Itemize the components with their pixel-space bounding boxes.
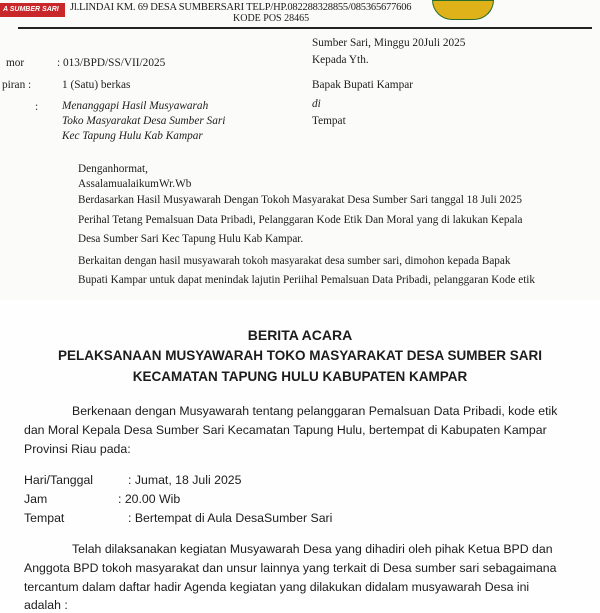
body-line-4: adalah : xyxy=(24,598,68,612)
tempat-label-berita: Tempat xyxy=(24,511,65,525)
body-line-3: tercantum dalam daftar hadir Agenda kegiatan yang dilakukan didalam musyawarah Desa ini xyxy=(24,580,530,594)
letterhead-kode-pos: KODE POS 28465 xyxy=(233,13,310,24)
intro-line-2: dan Moral Kepala Desa Sumber Sari Kecamatan Tapung Hulu, bertempat di Kabupaten Kampar xyxy=(24,423,547,437)
berita-subtitle-2: KECAMATAN TAPUNG HULU KABUPATEN KAMPAR xyxy=(132,369,468,384)
perihal-line-1: Menanggapi Hasil Musyawarah xyxy=(62,100,209,112)
letterhead-rule xyxy=(18,27,592,29)
body-line-2: Anggota BPD tokoh masyarakat dan unsur lainnya yang terkait di Desa sumber sari sebagaimana xyxy=(24,561,557,575)
berita-subtitle-1: PELAKSANAAN MUSYAWARAH TOKO MASYARAKAT DESA SUMBER SARI xyxy=(57,348,543,363)
nomor-label: mor xyxy=(6,57,25,69)
hari-value: : Jumat, 18 Juli 2025 xyxy=(128,473,242,487)
letter-paragraph-1-line-3: Desa Sumber Sari Kec Tapung Hulu Kab Kampar. xyxy=(78,233,304,245)
kepada-label: Kepada Yth. xyxy=(312,54,369,66)
jam-value: : 20.00 Wib xyxy=(118,492,181,506)
salam-line-1: Denganhormat, xyxy=(78,163,148,175)
letter-paragraph-2-line-1: Berkaitan dengan hasil musyawarah tokoh masyarakat desa sumber sari, dimohon kepada Bapak xyxy=(78,255,511,267)
nomor-value: : 013/BPD/SS/VII/2025 xyxy=(57,57,166,69)
kabupaten-kampar-emblem-icon xyxy=(432,0,494,20)
perihal-line-3: Kec Tapung Hulu Kab Kampar xyxy=(62,130,203,142)
letterhead xyxy=(0,0,600,26)
salam-line-2: AssalamualaikumWr.Wb xyxy=(78,178,192,190)
intro-line-3: Provinsi Riau pada: xyxy=(24,442,131,456)
letterhead-address: Jl.LINDAI KM. 69 DESA SUMBERSARI TELP/HP.082288328855/085365677606 xyxy=(70,2,412,13)
letter-paragraph-2-line-2: Bupati Kampar untuk dapat menindak lajutin Periihal Pemalsuan Data Pribadi, pelanggaran Kode etik xyxy=(78,274,536,286)
di-label: di xyxy=(312,98,321,110)
lampiran-value: 1 (Satu) berkas xyxy=(62,79,131,91)
letter-page xyxy=(0,0,600,300)
letter-paragraph-1-line-2: Perihal Tetang Pemalsuan Data Pribadi, Pelanggaran Kode Etik Dan Moral yang di lakukan Kepala xyxy=(78,214,523,226)
tempat-value: : Bertempat di Aula DesaSumber Sari xyxy=(128,511,333,525)
perihal-line-2: Toko Masyarakat Desa Sumber Sari xyxy=(62,115,226,127)
letter-paragraph-1-line-1: Berdasarkan Hasil Musyawarah Dengan Tokoh Masyarakat Desa Sumber Sari tanggal 18 Juli 2025 xyxy=(78,194,522,206)
perihal-colon: : xyxy=(35,101,39,113)
tempat-label: Tempat xyxy=(312,115,346,127)
hari-label: Hari/Tanggal xyxy=(24,473,94,487)
recipient: Bapak Bupati Kampar xyxy=(312,79,414,91)
place-date: Sumber Sari, Minggu 20Juli 2025 xyxy=(312,37,466,49)
letterhead-red-tag: A SUMBER SARI xyxy=(0,3,65,17)
jam-label: Jam xyxy=(24,492,48,506)
body-line-1: Telah dilaksanakan kegiatan Musyawarah Desa yang dihadiri oleh pihak Ketua BPD dan xyxy=(72,542,553,556)
berita-acara-page xyxy=(0,305,600,612)
intro-line-1: Berkenaan dengan Musyawarah tentang pelanggaran Pemalsuan Data Pribadi, kode etik xyxy=(72,404,558,418)
lampiran-label: piran : xyxy=(2,79,32,91)
berita-title: BERITA ACARA xyxy=(247,327,353,343)
